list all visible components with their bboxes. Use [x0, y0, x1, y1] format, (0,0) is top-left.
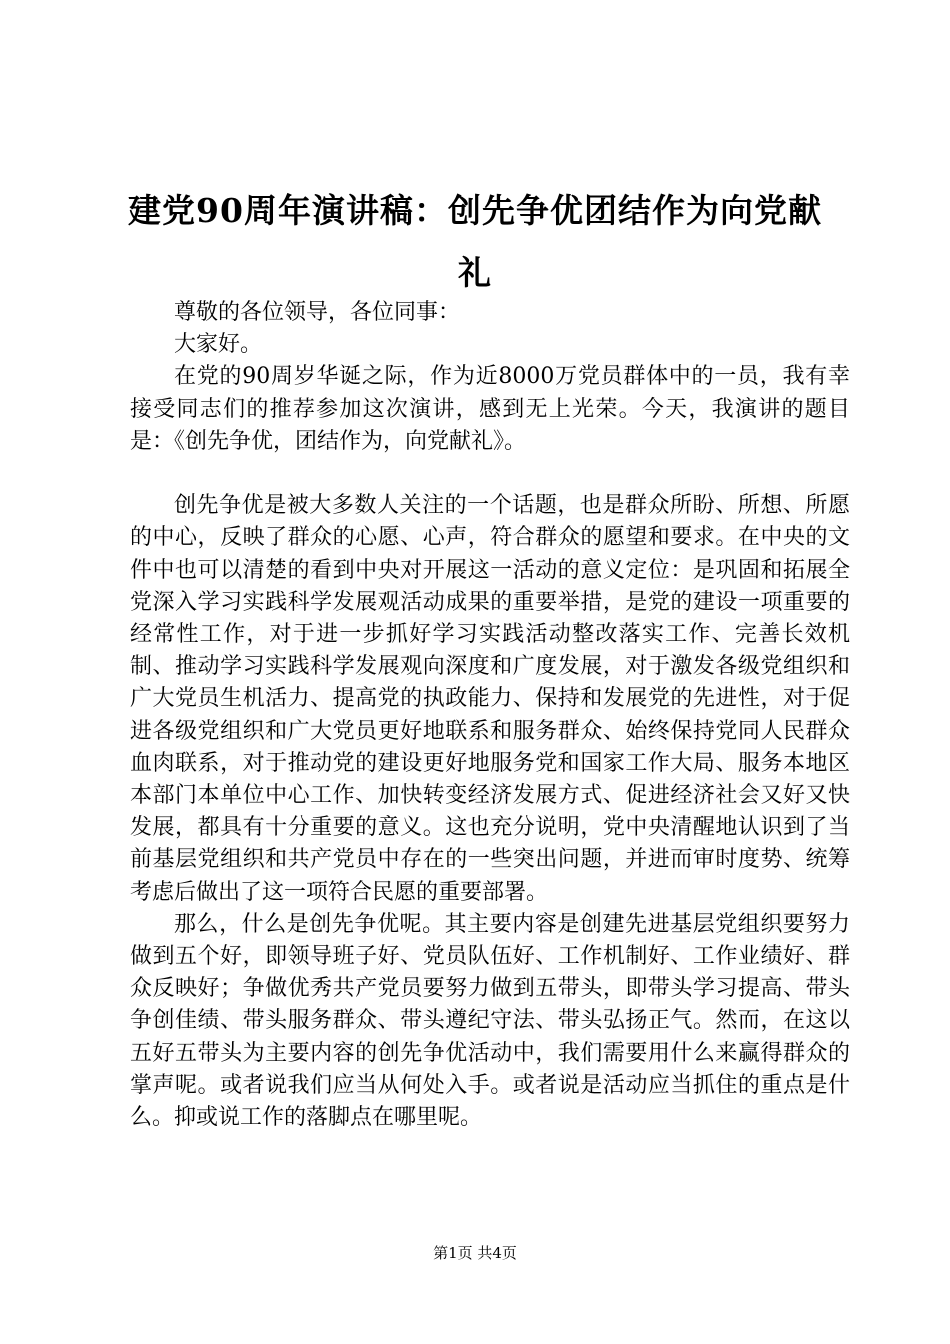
document-body	[130, 297, 850, 1134]
greeting: 大家好。	[174, 332, 263, 358]
salutation: 尊敬的各位领导，各位同事：	[174, 300, 461, 325]
document-title: 建党90周年演讲稿：创先争优团结作为向党献礼	[128, 191, 822, 292]
paragraph-intro: 在党的90周岁华诞之际，作为近8000万党员群体中的一员，我有幸接受同志们的推荐参加这次演讲，感到无上光荣。今天，我演讲的题目是：《创先争优，团结作为，向党献礼》。	[130, 364, 851, 454]
page-footer: 第1页 共4页	[433, 1244, 517, 1262]
paragraph-content: 那么，什么是创先争优呢。其主要内容是创建先进基层党组织要努力做到五个好，即领导班子好、党员队伍好、工作机制好、工作业绩好、群众反映好；争做优秀共产党员要努力做到五带头，即带头学习提高、带头争创佳绩、带头服务群众、带头遵纪守法、带头弘扬正气。然而，在这以五好五带头为主要内容的创先争优活动中，我们需要用什么来赢得群众的掌声呢。或者说我们应当从何处入手。或者说是活动应当抓住的重点是什么。抑或说工作的落脚点在哪里呢。	[130, 911, 850, 1131]
paragraph-significance: 创先争优是被大多数人关注的一个话题，也是群众所盼、所想、所愿的中心，反映了群众的心愿、心声，符合群众的愿望和要求。在中央的文件中也可以清楚的看到中央对开展这一活动的意义定位：是巩固和拓展全党深入学习实践科学发展观活动成果的重要举措，是党的建设一项重要的经常性工作，对于进一步抓好学习实践活动整改落实工作、完善长效机制、推动学习实践科学发展观向深度和广度发展，对于激发各级党组织和广大党员生机活力、提高党的执政能力、保持和发展党的先进性，对于促进各级党组织和广大党员更好地联系和服务群众、始终保持党同人民群众血肉联系，对于推动党的建设更好地服务党和国家工作大局、服务本地区本部门本单位中心工作、加快转变经济发展方式、促进经济社会又好又快发展，都具有十分重要的意义。这也充分说明，党中央清醒地认识到了当前基层党组织和共产党员中存在的一些突出问题，并进而审时度势、统筹考虑后做出了这一项符合民愿的重要部署。	[130, 493, 850, 905]
blank-line	[130, 458, 850, 490]
